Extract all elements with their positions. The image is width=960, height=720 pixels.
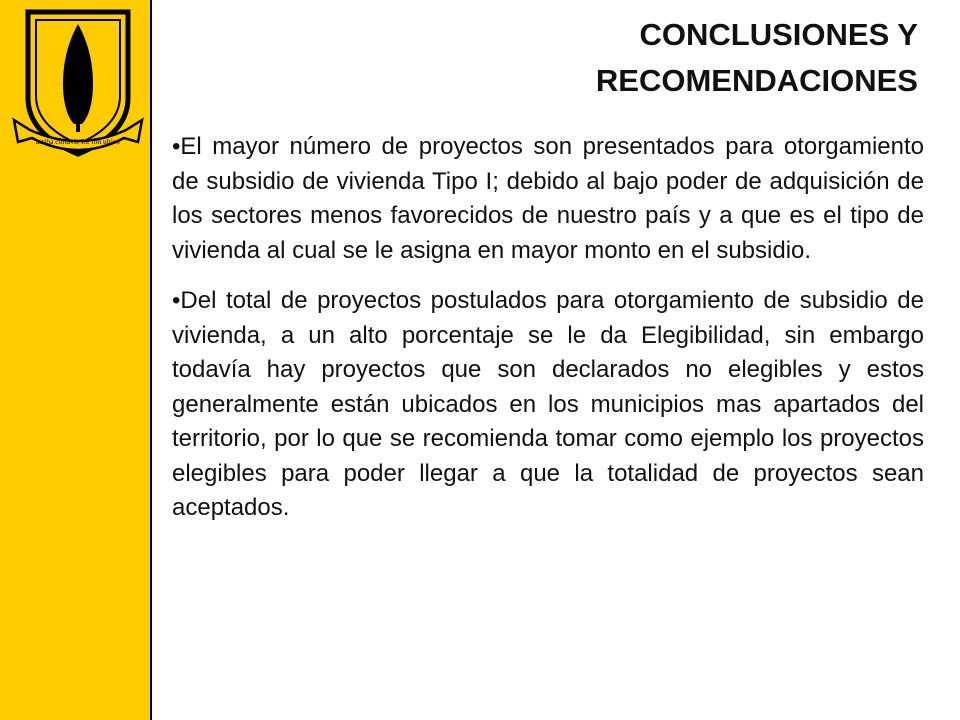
cypress-crest-icon <box>8 2 148 164</box>
slide-body <box>172 130 924 542</box>
bullet-paragraph: •Del total de proyectos postulados para otorgamiento de subsidio de vivienda, a un alto porcentaje se le da Elegibilidad, sin embargo todavía hay proyectos que son declarados no elegibles y estos generalmente están ubicados en los municipios mas apartados del territorio, por lo que se recomienda tomar como ejemplo los proyectos elegibles para poder llegar a que la totalidad de proyectos sean aceptados. <box>172 287 924 521</box>
title-line-1: CONCLUSIONES Y <box>639 17 918 52</box>
title-line-2: RECOMENDACIONES <box>595 63 918 98</box>
logo-motto: arriba cortavie lor ton ultive <box>35 137 121 146</box>
bullet-paragraph: •El mayor número de proyectos son presentados para otorgamiento de subsidio de vivienda Tipo I; debido al bajo poder de adquisición de los sectores menos favorecidos de nuestro país y a que es el tipo de vivienda al cual se le asigna en mayor monto en el subsidio. <box>172 133 924 264</box>
sidebar-band <box>0 0 152 720</box>
slide-title <box>398 12 918 104</box>
